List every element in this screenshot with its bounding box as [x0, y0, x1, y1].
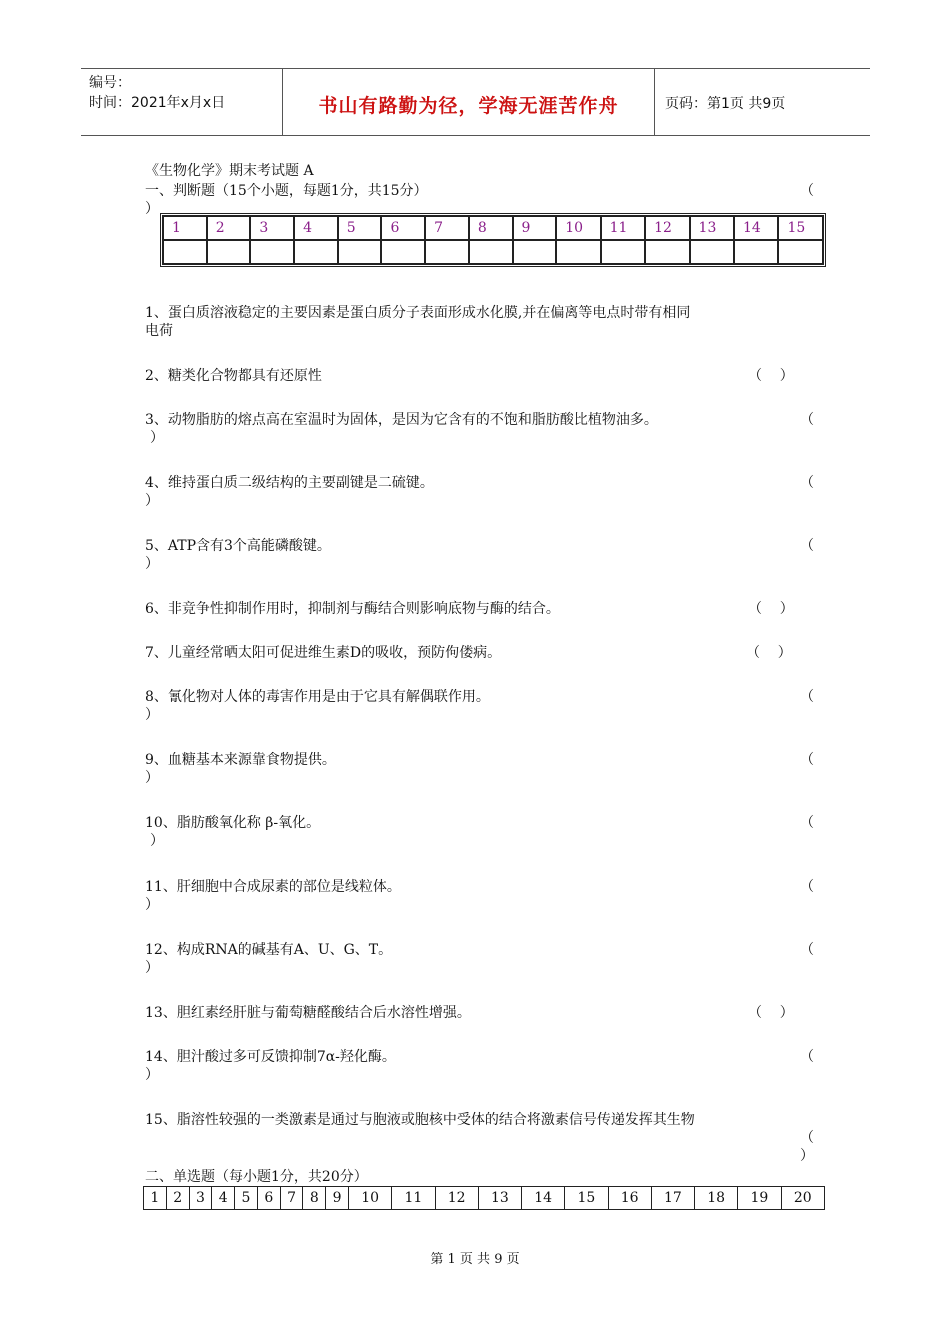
- answer-number-row: [163, 216, 823, 240]
- header-divider: [654, 69, 655, 135]
- paren-close: ）: [145, 960, 159, 976]
- paren-close: ）: [145, 707, 159, 723]
- answer-number: 6: [381, 216, 425, 240]
- answer-number: 14: [522, 1187, 565, 1210]
- answer-number: 8: [469, 216, 513, 240]
- question-14: 14、胆汁酸过多可反馈抑制7α-羟化酶。: [145, 1049, 396, 1065]
- paren-open: （: [800, 752, 814, 768]
- answer-paren: （ ）: [748, 601, 794, 617]
- answer-number: 12: [645, 216, 689, 240]
- answer-number: 15: [778, 216, 823, 240]
- paren-open: （: [800, 689, 814, 705]
- paren-close: ）: [145, 1067, 159, 1083]
- answer-cell[interactable]: [469, 240, 513, 264]
- answer-number-row: [144, 1187, 825, 1210]
- answer-number: 11: [601, 216, 645, 240]
- answer-cell[interactable]: [690, 240, 734, 264]
- paren-close: ）: [800, 1148, 814, 1164]
- page-footer: 第 1 页 共 9 页: [430, 1252, 520, 1267]
- question-9: 9、血糖基本来源靠食物提供。: [145, 752, 336, 768]
- question-3: 3、动物脂肪的熔点高在室温时为固体，是因为它含有的不饱和脂肪酸比植物油多。: [145, 412, 658, 428]
- answer-cell[interactable]: [513, 240, 557, 264]
- number-label: 编号：: [89, 75, 131, 91]
- answer-number: 13: [478, 1187, 521, 1210]
- answer-number: 3: [250, 216, 294, 240]
- question-1: 1、蛋白质溶液稳定的主要因素是蛋白质分子表面形成水化膜,并在偏离等电点时带有相同: [145, 305, 691, 321]
- paren-close: ）: [150, 833, 164, 849]
- answer-number: 19: [738, 1187, 781, 1210]
- answer-cell[interactable]: [294, 240, 338, 264]
- answer-cell[interactable]: [338, 240, 382, 264]
- answer-number: 2: [207, 216, 251, 240]
- answer-number: 9: [513, 216, 557, 240]
- page-header: [81, 68, 870, 136]
- question-1-continuation: 电荷: [145, 323, 173, 339]
- paren-open: （: [800, 879, 814, 895]
- header-info: [89, 73, 225, 113]
- paren-open: （: [800, 412, 814, 428]
- paren-close: ）: [145, 201, 159, 217]
- question-15: 15、脂溶性较强的一类激素是通过与胞液或胞核中受体的结合将激素信号传递发挥其生物: [145, 1112, 695, 1128]
- section1-answer-table: [160, 213, 826, 267]
- question-11: 11、肝细胞中合成尿素的部位是线粒体。: [145, 879, 401, 895]
- answer-number: 17: [651, 1187, 694, 1210]
- answer-paren: （ ）: [746, 645, 792, 661]
- paren-open: （: [800, 475, 814, 491]
- answer-blank-row: [163, 240, 823, 264]
- answer-number: 16: [608, 1187, 651, 1210]
- paren-close: ）: [145, 493, 159, 509]
- question-13: 13、胆红素经肝脏与葡萄糖醛酸结合后水溶性增强。: [145, 1005, 471, 1021]
- answer-number: 10: [556, 216, 600, 240]
- exam-title: 《生物化学》期末考试题 A: [145, 163, 314, 179]
- answer-cell[interactable]: [250, 240, 294, 264]
- answer-cell[interactable]: [163, 240, 207, 264]
- question-6: 6、非竞争性抑制作用时，抑制剂与酶结合则影响底物与酶的结合。: [145, 601, 560, 617]
- paren-close: ）: [145, 556, 159, 572]
- answer-cell[interactable]: [381, 240, 425, 264]
- answer-number: 5: [338, 216, 382, 240]
- question-7: 7、儿童经常晒太阳可促进维生素D的吸收，预防佝偻病。: [145, 645, 502, 661]
- answer-cell[interactable]: [734, 240, 778, 264]
- answer-number: 1: [144, 1187, 167, 1210]
- paren-open: （: [800, 538, 814, 554]
- answer-number: 2: [166, 1187, 189, 1210]
- paren-close: ）: [150, 430, 164, 446]
- answer-paren: （ ）: [748, 1005, 794, 1021]
- paren-open: （: [800, 942, 814, 958]
- answer-number: 20: [781, 1187, 824, 1210]
- answer-cell[interactable]: [601, 240, 645, 264]
- answer-cell[interactable]: [778, 240, 823, 264]
- answer-number: 3: [189, 1187, 212, 1210]
- answer-cell[interactable]: [207, 240, 251, 264]
- answer-cell[interactable]: [645, 240, 689, 264]
- question-10: 10、脂肪酸氧化称 β-氧化。: [145, 815, 321, 831]
- section2-answer-table: [143, 1186, 825, 1210]
- section2-heading: 二、单选题（每小题1分，共20分）: [145, 1169, 368, 1185]
- answer-number: 5: [235, 1187, 258, 1210]
- header-page-info: 页码：第1页 共9页: [665, 96, 786, 112]
- answer-number: 7: [280, 1187, 303, 1210]
- answer-number: 18: [695, 1187, 738, 1210]
- answer-number: 8: [303, 1187, 326, 1210]
- answer-number: 6: [257, 1187, 280, 1210]
- answer-number: 9: [326, 1187, 349, 1210]
- header-motto: 书山有路勤为径，学海无涯苦作舟: [318, 95, 619, 117]
- answer-number: 4: [212, 1187, 235, 1210]
- time-label: 时间：2021年x月x日: [89, 95, 226, 111]
- paren-close: ）: [145, 897, 159, 913]
- answer-number: 13: [690, 216, 734, 240]
- paren-close: ）: [145, 770, 159, 786]
- answer-number: 1: [163, 216, 207, 240]
- question-4: 4、维持蛋白质二级结构的主要副键是二硫键。: [145, 475, 434, 491]
- question-12: 12、构成RNA的碱基有A、U、G、T。: [145, 942, 393, 958]
- answer-number: 11: [392, 1187, 435, 1210]
- paren-open: （: [800, 815, 814, 831]
- paren-open: （: [800, 1130, 814, 1146]
- question-8: 8、氰化物对人体的毒害作用是由于它具有解偶联作用。: [145, 689, 490, 705]
- answer-cell[interactable]: [556, 240, 600, 264]
- question-2: 2、糖类化合物都具有还原性: [145, 368, 322, 384]
- answer-number: 4: [294, 216, 338, 240]
- paren-open: （: [800, 183, 814, 199]
- answer-number: 12: [435, 1187, 478, 1210]
- answer-number: 15: [565, 1187, 608, 1210]
- answer-cell[interactable]: [425, 240, 469, 264]
- answer-number: 10: [349, 1187, 392, 1210]
- answer-number: 7: [425, 216, 469, 240]
- answer-number: 14: [734, 216, 778, 240]
- section1-heading: 一、判断题（15个小题，每题1分，共15分）: [145, 183, 428, 199]
- question-5: 5、ATP含有3个高能磷酸键。: [145, 538, 331, 554]
- paren-open: （: [800, 1049, 814, 1065]
- answer-paren: （ ）: [748, 368, 794, 384]
